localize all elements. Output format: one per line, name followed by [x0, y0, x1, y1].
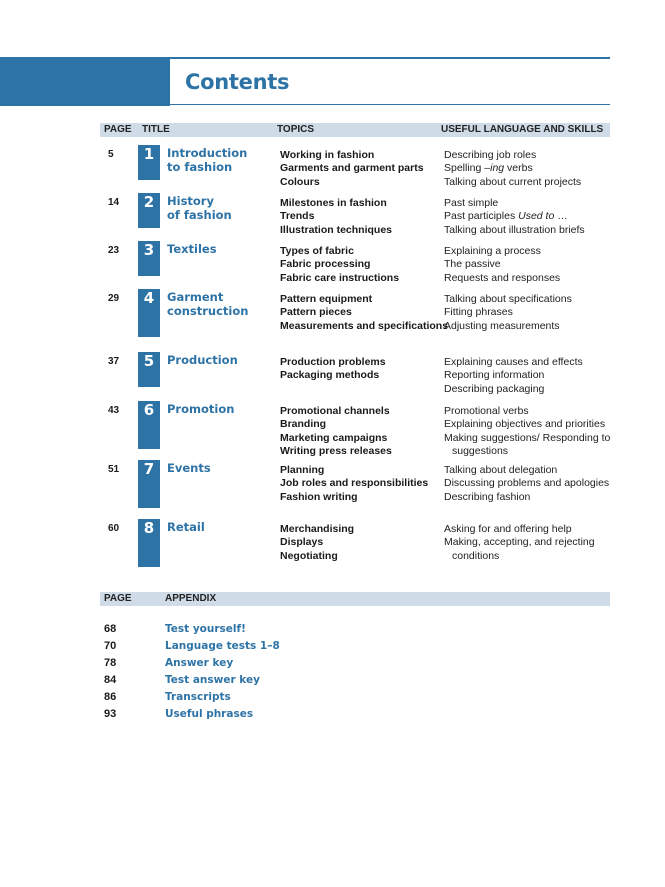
unit-page-number: 14	[108, 197, 120, 208]
unit-title[interactable]	[167, 195, 232, 222]
topic-item: Colours	[280, 175, 320, 188]
skill-item: conditions	[452, 549, 500, 562]
skill-item: Asking for and offering help	[444, 523, 572, 535]
appendix-row	[0, 640, 665, 654]
skill-item: Fitting phrases	[444, 306, 513, 319]
appendix-header-band	[100, 592, 610, 606]
appendix-link[interactable]: Language tests 1–8	[165, 640, 280, 652]
topic-item: Production problems	[280, 356, 386, 368]
header-color-block	[0, 57, 170, 106]
unit-skills	[444, 464, 609, 504]
skill-item: Spelling –ing verbs	[444, 162, 533, 175]
appendix-link[interactable]: Test yourself!	[165, 623, 246, 635]
skill-item: Adjusting measurements	[444, 319, 560, 332]
unit-title[interactable]	[167, 354, 238, 368]
topic-item: Pattern equipment	[280, 293, 373, 305]
unit-number: 7	[143, 460, 155, 478]
topic-item: Fabric care instructions	[280, 271, 400, 284]
appendix-row	[0, 708, 665, 722]
topic-item: Negotiating	[280, 549, 338, 562]
appendix-row	[0, 674, 665, 688]
appendix-page-number: 93	[104, 708, 117, 720]
unit-title[interactable]	[167, 462, 211, 476]
unit-skills	[444, 356, 583, 396]
unit-title[interactable]	[167, 147, 247, 174]
unit-number: 3	[143, 241, 155, 259]
skill-item: Discussing problems and apologies	[444, 477, 610, 490]
appendix-row	[0, 657, 665, 671]
col-header-page: PAGE	[104, 124, 132, 135]
unit-number: 1	[143, 145, 155, 163]
topic-item: Displays	[280, 536, 324, 549]
unit-title-line: Retail	[167, 520, 205, 534]
unit-title-line: Textiles	[167, 242, 217, 256]
topic-item: Promotional channels	[280, 405, 390, 417]
col-header-topics: TOPICS	[277, 124, 315, 135]
column-header-band	[100, 123, 610, 137]
skill-item: Talking about specifications	[444, 293, 572, 305]
unit-skills	[444, 523, 595, 563]
unit-page-number: 23	[108, 245, 120, 256]
topic-item: Fashion writing	[280, 490, 358, 503]
unit-topics	[280, 356, 386, 383]
skill-item: Describing packaging	[444, 382, 545, 395]
topic-item: Merchandising	[280, 523, 355, 535]
unit-title-line: construction	[167, 303, 249, 318]
appendix-page-number: 70	[104, 640, 117, 652]
topic-item: Branding	[280, 418, 327, 431]
unit-number: 2	[143, 193, 155, 211]
header-rule-top	[170, 57, 610, 59]
unit-number: 5	[143, 352, 155, 370]
unit-topics	[280, 405, 392, 458]
skill-item: Explaining a process	[444, 245, 541, 257]
unit-title-line: Promotion	[167, 402, 235, 416]
skill-item: Past participles Used to …	[444, 210, 568, 223]
unit-title-line: Garment	[167, 290, 224, 304]
appendix-link[interactable]: Test answer key	[165, 674, 260, 686]
unit-title-line: Events	[167, 461, 211, 475]
topic-item: Illustration techniques	[280, 223, 393, 236]
topic-item: Working in fashion	[280, 149, 375, 161]
unit-skills	[444, 245, 560, 285]
topic-item: Milestones in fashion	[280, 197, 387, 209]
unit-title[interactable]	[167, 291, 248, 318]
skill-item: Describing job roles	[444, 149, 537, 161]
appendix-row	[0, 691, 665, 705]
unit-skills	[444, 405, 610, 458]
unit-page-number: 29	[108, 293, 120, 304]
unit-title-line: of fashion	[167, 207, 232, 222]
appendix-header-label: APPENDIX	[165, 593, 217, 604]
unit-number: 4	[143, 289, 155, 307]
skill-item: Talking about illustration briefs	[444, 223, 585, 236]
topic-item: Job roles and responsibilities	[280, 477, 429, 490]
unit-title-line: Production	[167, 353, 238, 367]
unit-topics	[280, 293, 448, 333]
col-header-title: TITLE	[142, 124, 170, 135]
unit-topics	[280, 245, 399, 285]
skill-item: Talking about current projects	[444, 175, 582, 188]
appendix-page-number: 68	[104, 623, 117, 635]
page-title: Contents	[185, 70, 290, 94]
appendix-link[interactable]: Answer key	[165, 657, 234, 669]
unit-title[interactable]	[167, 243, 217, 257]
unit-title[interactable]	[167, 403, 234, 417]
skill-item: Promotional verbs	[444, 405, 529, 417]
unit-skills	[444, 149, 581, 189]
unit-skills	[444, 293, 572, 333]
topic-item: Measurements and specifications	[280, 319, 449, 332]
skill-item: Past simple	[444, 197, 499, 209]
skill-item: Reporting information	[444, 369, 545, 382]
topic-item: Types of fabric	[280, 245, 354, 257]
unit-title-line: History	[167, 194, 214, 208]
topic-item: Packaging methods	[280, 369, 380, 382]
unit-number: 6	[143, 401, 155, 419]
topic-item: Planning	[280, 464, 325, 476]
appendix-header-page: PAGE	[104, 593, 132, 604]
unit-topics	[280, 464, 428, 504]
unit-title-line: to fashion	[167, 159, 233, 174]
skill-item: Making suggestions/ Responding to	[444, 431, 611, 444]
appendix-page-number: 78	[104, 657, 117, 669]
topic-item: Pattern pieces	[280, 306, 352, 319]
unit-page-number: 60	[108, 523, 120, 534]
skill-item: The passive	[444, 258, 501, 271]
appendix-link[interactable]: Useful phrases	[165, 708, 254, 720]
unit-topics	[280, 149, 424, 189]
appendix-link[interactable]: Transcripts	[165, 691, 231, 703]
unit-page-number: 43	[108, 405, 120, 416]
unit-number: 8	[143, 519, 155, 537]
topic-item: Marketing campaigns	[280, 431, 388, 444]
appendix-page-number: 86	[104, 691, 117, 703]
topic-item: Trends	[280, 210, 315, 223]
unit-topics	[280, 523, 354, 563]
topic-item: Writing press releases	[280, 444, 392, 457]
topic-item: Fabric processing	[280, 258, 371, 271]
skill-item: Talking about delegation	[444, 464, 558, 476]
appendix-page-number: 84	[104, 674, 117, 686]
unit-page-number: 37	[108, 356, 120, 367]
col-header-skills: USEFUL LANGUAGE AND SKILLS	[441, 124, 604, 135]
skill-item: Explaining objectives and priorities	[444, 418, 606, 431]
unit-title-line: Introduction	[167, 146, 248, 160]
appendix-row	[0, 623, 665, 637]
unit-page-number: 51	[108, 464, 120, 475]
skill-item: Explaining causes and effects	[444, 356, 583, 368]
header-rule-bottom	[170, 104, 610, 105]
topic-item: Garments and garment parts	[280, 162, 424, 175]
skill-item: Requests and responses	[444, 271, 561, 284]
skill-item: Describing fashion	[444, 490, 531, 503]
unit-topics	[280, 197, 392, 237]
unit-page-number: 5	[108, 149, 114, 160]
unit-title[interactable]	[167, 521, 205, 535]
unit-skills	[444, 197, 585, 237]
skill-item: suggestions	[452, 444, 509, 457]
skill-item: Making, accepting, and rejecting	[444, 536, 595, 549]
